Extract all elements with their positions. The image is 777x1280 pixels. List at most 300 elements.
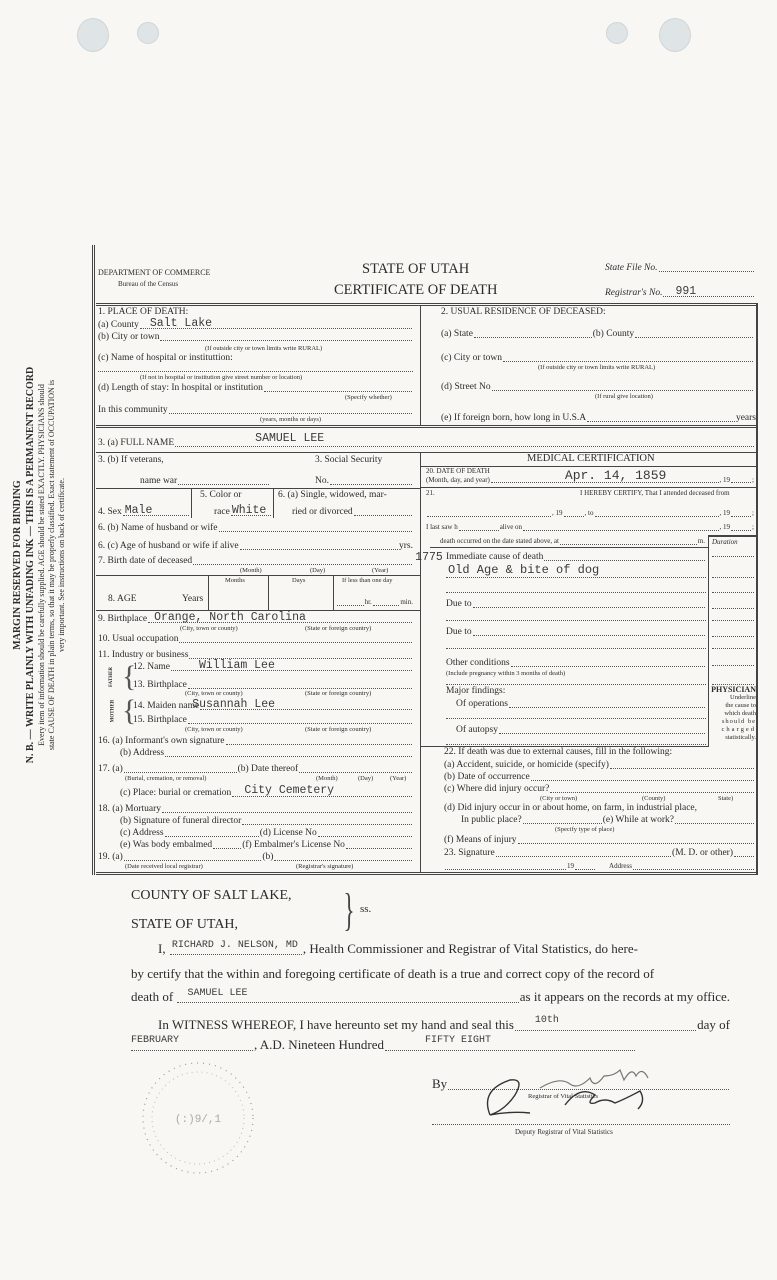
field xyxy=(595,508,719,517)
street-row xyxy=(441,381,754,393)
physician-note-line: Underline xyxy=(730,694,756,701)
field xyxy=(544,552,705,561)
label: 11. Industry or business xyxy=(98,650,189,660)
divider xyxy=(208,575,209,610)
physician-note-line: charged xyxy=(721,726,756,733)
sex-value: Male xyxy=(124,504,153,517)
full-name-row xyxy=(98,432,755,449)
field xyxy=(188,715,412,724)
divider xyxy=(333,575,334,610)
day-note: (Day) xyxy=(310,567,326,574)
note: (Specify type of place) xyxy=(555,826,615,833)
label: 4. Sex xyxy=(98,507,122,517)
full-name-value: SAMUEL LEE xyxy=(255,432,325,445)
color-label: 5. Color or xyxy=(200,490,242,500)
certificate-title: CERTIFICATE OF DEATH xyxy=(334,282,498,298)
field xyxy=(299,764,412,773)
label: , 19 xyxy=(719,523,731,531)
label: 19 xyxy=(567,862,575,870)
label: 7. Birth date of deceased xyxy=(98,556,193,566)
field xyxy=(193,551,443,565)
note: (Specify whether) xyxy=(345,394,392,401)
margin-binding: MARGIN RESERVED FOR BINDING xyxy=(12,480,23,650)
place-of-death-title: 1. PLACE OF DEATH: xyxy=(98,307,189,317)
birthplace-value: Orange, North Carolina xyxy=(154,611,306,624)
label: 12. Name xyxy=(133,662,170,672)
label: , 19 xyxy=(719,509,731,517)
state-heading: STATE OF UTAH, xyxy=(131,917,239,932)
registrar-name-value: RICHARD J. NELSON, MD xyxy=(171,940,298,951)
label: 23. Signature xyxy=(444,848,495,858)
divider xyxy=(96,425,757,428)
burial-place-value: City Cemetery xyxy=(244,784,335,797)
label: 17. (a) xyxy=(98,764,123,774)
note: (If outside city or town limits write RURAL) xyxy=(538,364,656,371)
field xyxy=(610,760,754,769)
field xyxy=(354,507,412,516)
form-left-border xyxy=(92,245,95,875)
operations-row xyxy=(456,698,706,710)
label: (M. D. or other) xyxy=(672,848,733,858)
label: 3. (a) FULL NAME xyxy=(98,438,175,448)
label: (b) Signature of funeral director xyxy=(120,816,242,826)
label: (f) Means of injury xyxy=(444,835,517,845)
note: (City, town or county) xyxy=(185,726,243,733)
field xyxy=(179,634,412,643)
field xyxy=(124,764,237,773)
duration-label: Duration xyxy=(712,538,738,546)
residence-city-row xyxy=(441,352,754,364)
label: , 19 xyxy=(719,476,731,484)
county-heading: COUNTY OF SALT LAKE, xyxy=(131,888,292,903)
informant-address-row xyxy=(120,747,413,759)
field xyxy=(240,541,398,550)
label: 13. Birthplace xyxy=(133,680,187,690)
field xyxy=(492,382,753,391)
label: By xyxy=(432,1076,448,1091)
margin-instructions-1: Every item of information should be carefully supplied. AGE should be stated EXACTLY. PHYSICIANS should xyxy=(37,384,46,746)
note: (If rural give location) xyxy=(595,393,653,400)
spouse-age-row xyxy=(98,540,413,552)
label: death of xyxy=(131,989,174,1004)
note: (State or foreign country) xyxy=(305,726,372,733)
label: (c) Where did injury occur? xyxy=(444,784,550,794)
note: State) xyxy=(718,795,734,802)
label: Immediate cause of death xyxy=(446,552,544,562)
field xyxy=(192,698,412,711)
field xyxy=(242,816,412,825)
disposition-row xyxy=(98,763,413,775)
margin-instructions-2: state CAUSE OF DEATH in plain terms, so that it may be properly classified. Exact statement of OCCUPATION is xyxy=(47,379,56,751)
informant-row xyxy=(98,735,413,747)
county-row xyxy=(98,319,413,331)
physician-note-line: the cause to xyxy=(725,702,756,709)
item-21: 21. xyxy=(426,489,435,497)
mother-brace: { xyxy=(122,694,137,727)
binding-margin-notes xyxy=(11,250,71,880)
field xyxy=(675,815,754,824)
field xyxy=(564,508,584,517)
date-of-death-label: 20. DATE OF DEATH xyxy=(426,467,490,475)
label: (e) If foreign born, how long in U.S.A xyxy=(441,413,587,423)
ss-label: ss. xyxy=(360,903,372,915)
mother-name-row xyxy=(133,700,413,712)
label: , Health Commissioner and Registrar of Vital Statistics, do here- xyxy=(302,941,638,956)
field xyxy=(274,852,412,861)
label: State File No. xyxy=(605,263,658,273)
field xyxy=(509,699,705,708)
field xyxy=(712,620,754,621)
birth-date-row xyxy=(98,551,443,567)
due-to-row xyxy=(446,626,706,638)
death-time-row xyxy=(440,535,705,547)
label: (e) Was body embalmed xyxy=(120,840,213,850)
field xyxy=(175,432,754,447)
certify-text: I HEREBY CERTIFY, That I attended deceased from xyxy=(580,489,730,497)
physician-note-line: statistically. xyxy=(725,734,756,741)
certify-line: by certify that the within and foregoing certificate of death is a true and correct copy of the record of xyxy=(131,966,655,981)
label: (b) Date of occurrence xyxy=(444,772,530,782)
field xyxy=(575,861,595,870)
label: No. xyxy=(315,476,329,486)
stay-row xyxy=(98,382,413,394)
field xyxy=(734,848,754,857)
birth-year-value: 1775 xyxy=(415,551,443,564)
field xyxy=(219,523,412,532)
label: (e) While at work? xyxy=(602,815,674,825)
sex-row xyxy=(98,506,190,518)
burial-place-row xyxy=(120,784,413,799)
label: as it appears on the records at my office. xyxy=(519,989,730,1004)
field xyxy=(474,329,592,338)
days-label: Days xyxy=(292,577,306,584)
label: (b) County xyxy=(592,329,635,339)
label: Of operations xyxy=(456,699,508,709)
label: hr. xyxy=(364,598,372,606)
field xyxy=(446,684,706,685)
occupation-row xyxy=(98,633,413,645)
field xyxy=(731,522,751,531)
field xyxy=(385,1035,635,1051)
public-place-row xyxy=(461,814,755,826)
field xyxy=(189,650,412,659)
label: 10. Usual occupation xyxy=(98,634,179,644)
label: m. xyxy=(697,537,705,545)
county-value: Salt Lake xyxy=(149,317,213,330)
label: (a) County xyxy=(98,320,139,330)
label: Address xyxy=(609,862,632,870)
label: to xyxy=(588,509,594,517)
field xyxy=(169,405,412,414)
foreign-row xyxy=(441,412,756,424)
note: (City, town or county) xyxy=(185,690,243,697)
state-file-no xyxy=(605,262,755,274)
divider xyxy=(430,547,708,548)
field xyxy=(712,665,754,666)
label: years xyxy=(735,413,756,423)
field xyxy=(523,522,718,531)
residence-title: 2. USUAL RESIDENCE OF DECEASED: xyxy=(441,307,606,317)
field xyxy=(170,940,302,955)
month-value: FEBRUARY xyxy=(131,1035,180,1046)
punch-hole xyxy=(77,18,109,52)
field xyxy=(446,592,706,593)
state-title: STATE OF UTAH xyxy=(362,261,470,277)
injury-place-question: (d) Did injury occur in or about home, on farm, in industrial place, xyxy=(444,803,698,813)
label: 6. (c) Age of husband or wife if alive xyxy=(98,541,239,551)
race-row xyxy=(214,506,272,518)
divider xyxy=(96,575,420,576)
divider xyxy=(96,303,757,306)
physician-note xyxy=(709,686,756,742)
mortuary-row xyxy=(98,803,413,815)
bureau: Bureau of the Census xyxy=(118,280,179,288)
label: (b) Date thereof xyxy=(237,764,299,774)
divider xyxy=(420,306,421,426)
mother-birthplace-row xyxy=(133,714,413,726)
other-conditions-row xyxy=(446,657,706,669)
punch-hole xyxy=(659,18,691,52)
note: (If outside city or town limits write RURAL) xyxy=(205,345,323,352)
field xyxy=(712,577,754,578)
field xyxy=(165,828,259,837)
margin-instructions-3: very important. See instructions on back of certificate. xyxy=(57,478,66,652)
label: (a) Accident, suicide, or homicide (specify) xyxy=(444,760,609,770)
label: (d) Length of stay: In hospital or institution xyxy=(98,383,263,393)
field xyxy=(712,648,754,649)
physician-note-line: which death xyxy=(724,710,756,717)
months-label: Months xyxy=(225,577,245,584)
birthplace-row xyxy=(98,613,413,625)
year-value: FIFTY EIGHT xyxy=(424,1035,491,1046)
note: (If not in hospital or institution give street number or location) xyxy=(140,374,303,381)
label: 15. Birthplace xyxy=(133,715,187,725)
field xyxy=(373,597,400,606)
label: 18. (a) Mortuary xyxy=(98,804,162,814)
divider xyxy=(420,452,421,873)
major-findings-label: Major findings: xyxy=(446,686,506,696)
embossed-seal xyxy=(138,1058,258,1178)
field xyxy=(459,522,499,531)
marital-row xyxy=(292,506,413,518)
note: (Year) xyxy=(390,775,407,782)
field xyxy=(712,592,754,593)
date-of-death-row: (Month, day, and year) Apr. 14, 1859 , 19 ; xyxy=(426,468,754,484)
month-note: (Month) xyxy=(240,567,262,574)
field xyxy=(432,1124,730,1125)
deputy-registrar-title: Deputy Registrar of Vital Statistics xyxy=(515,1128,613,1136)
note: (County) xyxy=(642,795,666,802)
field xyxy=(160,332,412,341)
note: (State or foreign country) xyxy=(305,690,372,697)
registrar-title: Registrar of Vital Statistics xyxy=(528,1093,599,1100)
registrar-statement xyxy=(158,941,748,957)
field xyxy=(337,597,364,606)
race-value: White xyxy=(231,504,267,517)
field xyxy=(178,476,269,485)
physician-label: PHYSICIAN xyxy=(711,685,756,694)
field xyxy=(318,828,412,837)
field xyxy=(712,608,754,609)
note: (State or foreign country) xyxy=(305,625,372,632)
age-label: 8. AGE xyxy=(108,594,137,604)
label: I, xyxy=(158,941,166,956)
injury-location-row xyxy=(444,783,755,795)
field xyxy=(503,353,753,362)
divider xyxy=(420,487,756,488)
due-to-row xyxy=(446,598,706,610)
divider xyxy=(708,535,756,537)
margin-nb: N. B. — WRITE PLAINLY WITH UNFADING INK — THIS IS A PERMANENT RECORD xyxy=(25,366,36,764)
field xyxy=(446,744,706,745)
field xyxy=(131,1035,253,1051)
label: Due to xyxy=(446,627,472,637)
field xyxy=(446,718,706,719)
field xyxy=(712,556,754,557)
divider xyxy=(96,872,757,875)
department: DEPARTMENT OF COMMERCE xyxy=(98,268,211,277)
label: day of xyxy=(697,1017,730,1032)
deceased-value: SAMUEL LEE xyxy=(187,988,248,999)
field xyxy=(232,784,412,797)
injury-means-row xyxy=(444,834,755,846)
field xyxy=(346,840,412,849)
note: (years, months or days) xyxy=(260,416,322,423)
note: (Burial, cremation, or removal) xyxy=(125,775,207,782)
divider xyxy=(273,488,274,518)
divider xyxy=(96,488,420,489)
father-name-value: William Lee xyxy=(198,659,275,672)
field xyxy=(446,620,706,621)
field xyxy=(635,329,753,338)
label: , 19 xyxy=(552,509,563,517)
signature-row xyxy=(444,847,755,859)
year-note: (Year) xyxy=(372,567,389,574)
label: Registrar's No. xyxy=(605,288,663,298)
funeral-director-row xyxy=(120,815,413,827)
brace: } xyxy=(343,884,355,935)
witness-row xyxy=(158,1017,730,1033)
field xyxy=(123,504,189,517)
note: (Registrar's signature) xyxy=(296,863,354,870)
label: (d) License No xyxy=(259,828,317,838)
registrar-no xyxy=(605,287,755,299)
autopsy-row xyxy=(456,724,706,736)
label: , A.D. Nineteen Hundred xyxy=(254,1037,384,1052)
medical-certification-title: MEDICAL CERTIFICATION xyxy=(527,453,655,464)
deceased-row xyxy=(131,989,730,1005)
label: yrs. xyxy=(399,541,413,551)
field xyxy=(523,815,602,824)
field xyxy=(330,476,412,485)
veterans-label: 3. (b) If veterans, xyxy=(98,455,164,465)
field xyxy=(148,611,412,624)
label: (b) xyxy=(262,852,274,862)
label: ried or divorced xyxy=(292,507,353,517)
note: (Day) xyxy=(358,775,374,782)
date-row xyxy=(131,1037,636,1053)
field xyxy=(162,804,412,813)
cause-of-death-value: Old Age & bite of dog xyxy=(448,563,600,577)
label: (b) Address xyxy=(120,748,165,758)
signature-date-row xyxy=(444,860,755,872)
field xyxy=(659,263,754,272)
field xyxy=(633,861,754,870)
father-brace: { xyxy=(122,660,137,693)
field xyxy=(515,1015,696,1031)
immediate-cause-row xyxy=(446,551,706,563)
label: I last saw h xyxy=(426,523,458,531)
mother-label: MOTHER xyxy=(110,699,116,723)
field xyxy=(445,861,566,870)
label: (a) State xyxy=(441,329,473,339)
label: 16. (a) Informant's own signature xyxy=(98,736,225,746)
label: race xyxy=(214,507,230,517)
registrar-number-value: 991 xyxy=(675,285,697,298)
occurrence-date-row xyxy=(444,771,755,783)
registrar-row xyxy=(98,851,413,863)
label: In public place? xyxy=(461,815,522,825)
label: (d) Street No xyxy=(441,382,491,392)
marital-label: 6. (a) Single, widowed, mar- xyxy=(278,490,387,500)
form-right-border xyxy=(756,303,758,875)
field xyxy=(231,504,271,517)
note: (Include pregnancy within 3 months of death) xyxy=(446,670,566,677)
field xyxy=(496,848,671,857)
accident-row xyxy=(444,759,755,771)
physician-note-line: should be xyxy=(721,718,756,725)
label: (c) Place: burial or cremation xyxy=(120,788,232,798)
divider xyxy=(268,575,269,610)
external-causes-title: 22. If death was due to external causes, fill in the following: xyxy=(444,747,673,757)
hr-min-row xyxy=(336,596,413,608)
note: (Month) xyxy=(316,775,338,782)
field xyxy=(587,413,735,422)
svg-text:(:)9/,1: (:)9/,1 xyxy=(174,1114,222,1126)
attended-row: , 19 , to , 19 ; xyxy=(426,507,754,519)
label: In WITNESS WHEREOF, I have hereunto set my hand and seal this xyxy=(158,1017,514,1032)
field xyxy=(171,659,412,672)
father-label: FATHER xyxy=(109,666,115,688)
community-row xyxy=(98,404,413,416)
hospital-label: (c) Name of hospital or instituttion: xyxy=(98,353,233,363)
field xyxy=(140,317,412,330)
field xyxy=(712,636,754,637)
name-war-row xyxy=(140,475,270,487)
punch-hole xyxy=(606,22,628,44)
field xyxy=(518,835,754,844)
field xyxy=(427,508,551,517)
label: 9. Birthplace xyxy=(98,614,148,624)
label: Other conditions xyxy=(446,658,510,668)
label: (b) City or town xyxy=(98,332,160,342)
field xyxy=(446,577,706,578)
note: (Date received local registrar) xyxy=(125,863,203,870)
label: In this community xyxy=(98,405,168,415)
punch-hole xyxy=(137,22,159,44)
divider xyxy=(96,452,757,453)
field xyxy=(511,658,705,667)
mother-name-value: Susannah Lee xyxy=(192,698,276,711)
city-row xyxy=(98,331,413,343)
field xyxy=(446,648,706,649)
field xyxy=(560,536,697,545)
last-saw-row: I last saw h alive on , 19 ; xyxy=(426,523,754,531)
field xyxy=(531,772,754,781)
license-row xyxy=(120,827,413,839)
label: death occurred on the date stated above, at xyxy=(440,537,559,545)
field xyxy=(473,627,705,636)
